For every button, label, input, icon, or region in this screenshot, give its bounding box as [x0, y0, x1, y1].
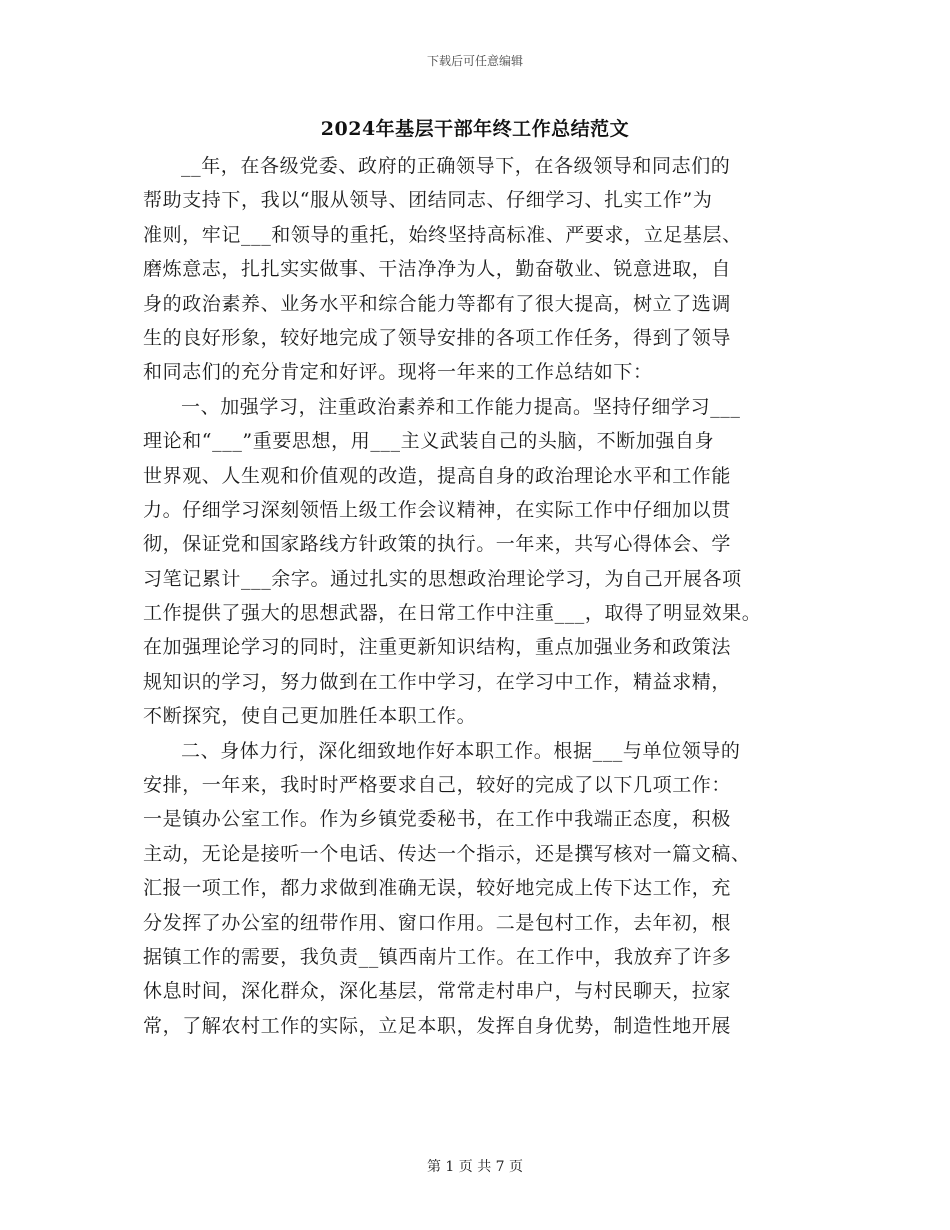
body-line: 力。仔细学习深刻领悟上级工作会议精神，在实际工作中仔细加以贯 [143, 498, 732, 521]
body-line: 帮助支持下，我以“服从领导、团结同志、仔细学习、扎实工作”为 [143, 189, 713, 212]
body-line: 习笔记累计___余字。通过扎实的思想政治理论学习，为自己开展各项 [143, 567, 742, 590]
body-line: 和同志们的充分肯定和好评。现将一年来的工作总结如下： [143, 361, 653, 384]
body-line: 一、加强学习，注重政治素养和工作能力提高。坚持仔细学习___ [181, 395, 741, 418]
body-line: 不断探究，使自己更加胜任本职工作。 [143, 705, 477, 728]
body-line: 磨炼意志，扎扎实实做事、干洁净净为人，勤奋敬业、锐意进取，自 [143, 258, 732, 281]
body-line: __年，在各级党委、政府的正确领导下，在各级领导和同志们的 [181, 155, 731, 177]
document-title: 2024年基层干部年终工作总结范文 [320, 118, 630, 140]
header-note: 下载后可任意编辑 [426, 54, 523, 68]
body-line: 常，了解农村工作的实际，立足本职，发挥自身优势，制造性地开展 [143, 1014, 732, 1037]
body-line: 身的政治素养、业务水平和综合能力等都有了很大提高，树立了选调 [143, 292, 732, 315]
body-line: 安排，一年来，我时时严格要求自己，较好的完成了以下几项工作： [143, 774, 732, 797]
body-line: 生的良好形象，较好地完成了领导安排的各项工作任务，得到了领导 [143, 326, 732, 349]
body-line: 在加强理论学习的同时，注重更新知识结构，重点加强业务和政策法 [143, 636, 732, 659]
body-line: 规知识的学习，努力做到在工作中学习，在学习中工作，精益求精， [143, 670, 732, 693]
body-line: 主动，无论是接听一个电话、传达一个指示，还是撰写核对一篇文稿、 [143, 842, 751, 865]
body-line: 二、身体力行，深化细致地作好本职工作。根据___与单位领导的 [181, 739, 741, 762]
body-line: 准则，牢记___和领导的重托，始终坚持高标准、严要求，立足基层、 [143, 223, 742, 246]
body-line: 世界观、人生观和价值观的改造，提高自身的政治理论水平和工作能 [143, 464, 732, 487]
body-line: 一是镇办公室工作。作为乡镇党委秘书，在工作中我端正态度，积极 [143, 808, 732, 831]
page-footer: 第 1 页 共 7 页 [426, 1159, 524, 1175]
document-body [143, 149, 843, 1043]
body-line: 理论和“___”重要思想，用___主义武装自己的头脑，不断加强自身 [143, 430, 715, 453]
body-line: 休息时间，深化群众，深化基层，常常走村串户，与村民聊天，拉家 [143, 980, 732, 1003]
body-line: 汇报一项工作，都力求做到准确无误，较好地完成上传下达工作，充 [143, 877, 732, 900]
body-line: 彻，保证党和国家路线方针政策的执行。一年来，共写心得体会、学 [143, 533, 732, 556]
body-line: 工作提供了强大的思想武器，在日常工作中注重___，取得了明显效果。 [143, 602, 762, 625]
body-line: 据镇工作的需要，我负责__镇西南片工作。在工作中，我放弃了许多 [143, 945, 732, 968]
body-line: 分发挥了办公室的纽带作用、窗口作用。二是包村工作，去年初，根 [143, 911, 732, 934]
